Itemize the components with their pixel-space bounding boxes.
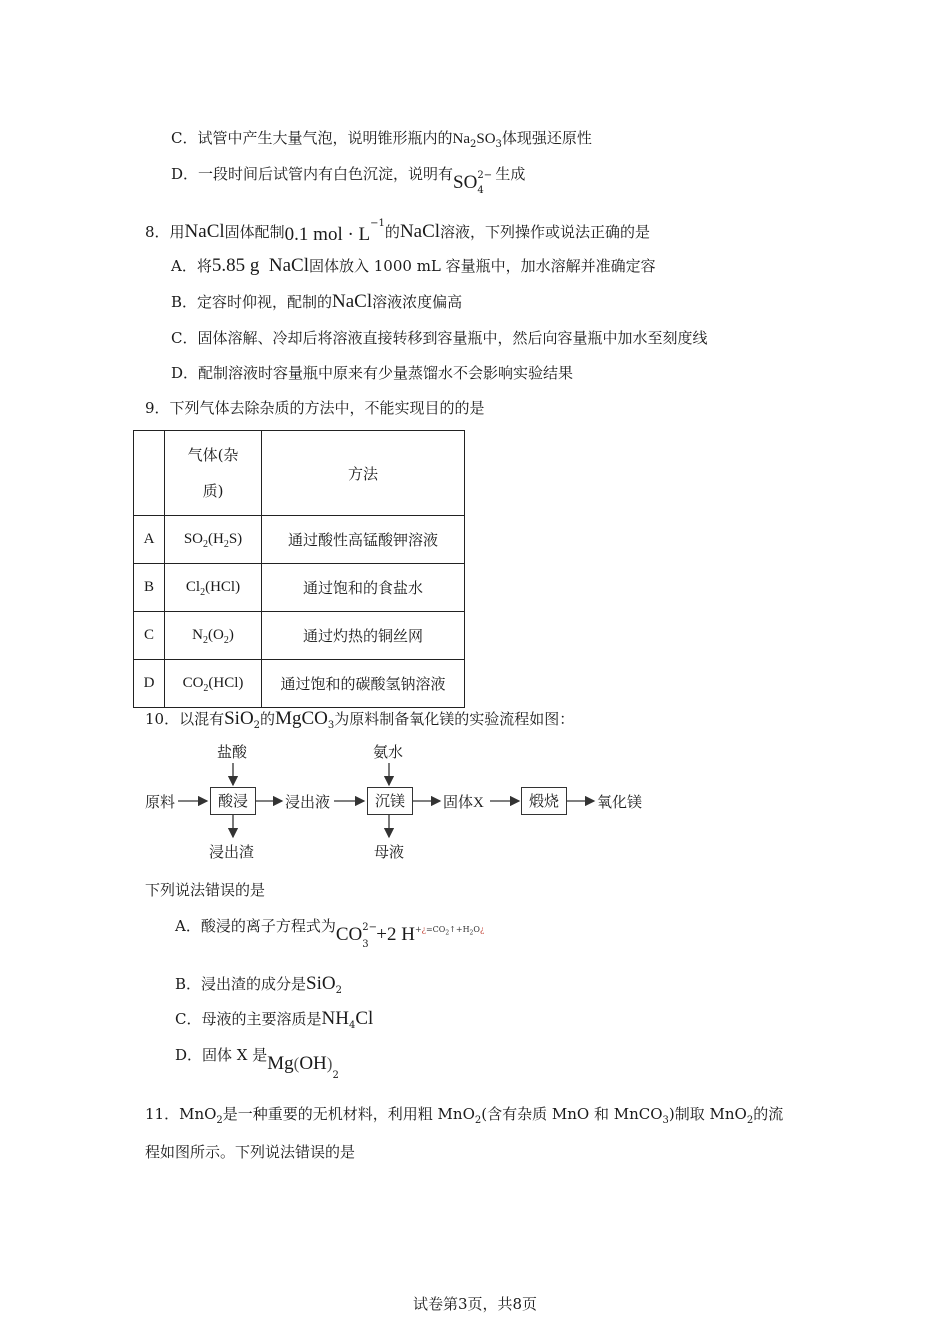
label-solid-x: 固体X	[443, 793, 484, 811]
label-leachate: 浸出液	[285, 793, 331, 811]
box-calcine: 煅烧	[521, 787, 567, 815]
q8-option-a: A．将5.85 g NaCl固体放入 1000 mL 容量瓶中，加水溶解并准确定容	[171, 255, 656, 276]
row-method: 通过饱和的碳酸氢钠溶液	[262, 660, 465, 708]
label-residue: 浸出渣	[209, 843, 255, 861]
row-label: C	[134, 612, 165, 660]
row-gas: $CO_2(HCl)$	[165, 660, 262, 708]
row-method: 通过灼热的铜丝网	[262, 612, 465, 660]
row-label: A	[134, 516, 165, 564]
q8-option-b: B．定容时仰视，配制的NaCl溶液浓度偏高	[171, 291, 463, 312]
q10-ask: 下列说法错误的是	[145, 881, 266, 899]
q7-option-d: D．一段时间后试管内有白色沉淀，说明有SO 2− 4 生成	[171, 165, 526, 196]
row-gas: $N_2(O_2)$	[165, 612, 262, 660]
q8-option-c: C．固体溶解、冷却后将溶液直接转移到容量瓶中，然后向容量瓶中加水至刻度线	[171, 329, 708, 347]
q7-option-c: C．试管中产生大量气泡，说明锥形瓶内的$Na_2SO_3$体现强还原性	[171, 129, 592, 150]
label-ammonia: 氨水	[373, 743, 404, 761]
label-raw: 原料	[145, 793, 176, 811]
q8-stem: 8．用NaCl固体配制0.1 mol · $L^{-1}$的NaCl溶液，下列操作或说法正确的是	[145, 218, 651, 245]
label-hcl: 盐酸	[217, 743, 248, 761]
label-mgo: 氧化镁	[597, 793, 643, 811]
q10-option-d: D．固体 X 是$Mg(OH)_2$	[175, 1046, 339, 1081]
q8-option-d: D．配制溶液时容量瓶中原来有少量蒸馏水不会影响实验结果	[171, 364, 574, 382]
label-mother-liquor: 母液	[374, 843, 405, 861]
row-label: D	[134, 660, 165, 708]
box-precip: 沉镁	[367, 787, 413, 815]
table-header-gas: 气体(杂 质)	[165, 431, 262, 516]
row-gas: $SO_2(H_2S)$	[165, 516, 262, 564]
page-footer: 试卷第3页，共8页	[412, 1295, 538, 1313]
row-method: 通过饱和的食盐水	[262, 564, 465, 612]
q10-stem: 10．以混有SiO$_2$的MgCO$_3$为原料制备氧化镁的实验流程如图：	[145, 708, 575, 731]
q10-option-b: B．浸出渣的成分是SiO$_2$	[175, 973, 342, 996]
table-header-method: 方法	[262, 431, 465, 516]
q11-stem-line2: 程如图所示。下列说法错误的是	[145, 1143, 356, 1161]
q9-stem: 9．下列气体去除杂质的方法中，不能实现目的的是	[145, 399, 485, 417]
q11-stem-line1: 11．MnO$_2$是一种重要的无机材料，利用粗 MnO$_2$(含有杂质 MnO 和 MnCO$_3$)制取 MnO$_2$的流	[145, 1105, 784, 1126]
row-gas: $Cl_2(HCl)$	[165, 564, 262, 612]
row-label: B	[134, 564, 165, 612]
q10-option-a: A．酸浸的离子方程式为CO 2− 3 +2 $H+¿=CO_2↑+H_2O¿$	[175, 917, 485, 950]
row-method: 通过酸性高锰酸钾溶液	[262, 516, 465, 564]
box-acid-leach: 酸浸	[210, 787, 256, 815]
q10-option-c: C．母液的主要溶质是$NH_4Cl$	[175, 1008, 374, 1031]
